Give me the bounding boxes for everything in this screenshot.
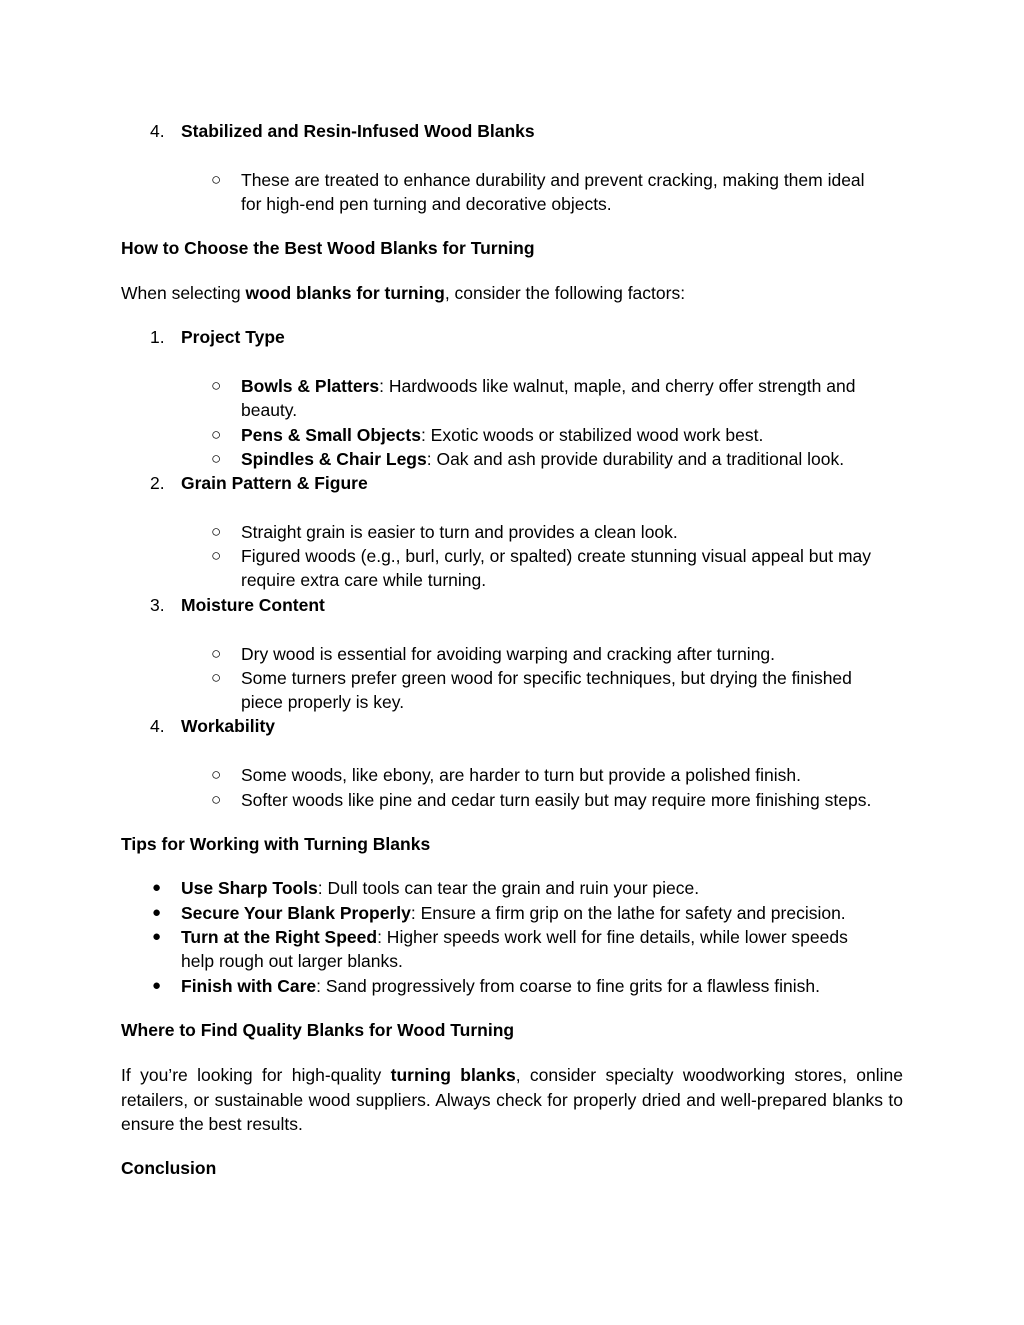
list-number: 3. — [150, 595, 165, 615]
filled-bullet-icon: ● — [152, 977, 162, 994]
bullet-text: : Exotic woods or stabilized wood work best. — [420, 425, 764, 445]
list-item-title: Grain Pattern & Figure — [181, 473, 368, 493]
tip-text: help rough out larger blanks. — [181, 951, 403, 971]
bullet-bold-text: Pens & Small Objects — [241, 425, 421, 445]
bullet-text: These are treated to enhance durability and prevent cracking, making them ideal — [241, 170, 865, 190]
bullet-item — [241, 374, 855, 399]
bullet-text: for high-end pen turning and decorative objects. — [241, 194, 612, 214]
section-heading: Where to Find Quality Blanks for Wood Turning — [121, 1020, 515, 1040]
tip-text: : Higher speeds work well for fine details, while lower speeds — [377, 927, 848, 947]
bullet-text: Figured woods (e.g., burl, curly, or spalted) create stunning visual appeal but may — [241, 546, 871, 566]
bullet-item — [241, 423, 763, 448]
tip-item — [181, 901, 846, 926]
list-item-title: Project Type — [181, 327, 285, 347]
where-paragraph — [121, 1063, 903, 1137]
tip-bold-text: Use Sharp Tools — [181, 878, 318, 898]
bullet-text: Softer woods like pine and cedar turn easily but may require more finishing steps. — [241, 790, 872, 810]
list-number: 4. — [150, 716, 165, 736]
tip-bold-text: Secure Your Blank Properly — [181, 903, 411, 923]
intro-text: When selecting — [121, 283, 246, 303]
section-heading: Conclusion — [121, 1158, 217, 1178]
intro-text: , consider the following factors: — [444, 283, 686, 303]
intro-bold-text: wood blanks for turning — [245, 283, 445, 303]
list-number: 4. — [150, 121, 165, 141]
hollow-bullet-icon: ○ — [211, 376, 222, 395]
hollow-bullet-icon: ○ — [211, 449, 222, 468]
tip-item — [181, 876, 699, 901]
hollow-bullet-icon: ○ — [211, 425, 222, 444]
tip-bold-text: Finish with Care — [181, 976, 317, 996]
section-heading: Tips for Working with Turning Blanks — [121, 834, 431, 854]
list-item-title: Moisture Content — [181, 595, 325, 615]
tip-text: : Dull tools can tear the grain and ruin your piece. — [317, 878, 700, 898]
tip-text: : Sand progressively from coarse to fine grits for a flawless finish. — [316, 976, 820, 996]
list-item-title: Workability — [181, 716, 276, 736]
intro-paragraph — [121, 281, 685, 306]
bullet-bold-text: Bowls & Platters — [241, 376, 380, 396]
tip-item — [181, 974, 820, 999]
filled-bullet-icon: ● — [152, 904, 162, 921]
tip-bold-text: Turn at the Right Speed — [181, 927, 378, 947]
hollow-bullet-icon: ○ — [211, 546, 222, 565]
paragraph-text: , consider specialty woodworking stores, online retailers, or sustainable wood suppliers. Always check for properly dried and well-prepared blanks to ensure the best results. — [121, 1065, 904, 1134]
bullet-text: beauty. — [241, 400, 298, 420]
paragraph-text: If you’re looking for high-quality — [121, 1065, 391, 1085]
section-heading: How to Choose the Best Wood Blanks for Turning — [121, 238, 535, 258]
hollow-bullet-icon: ○ — [211, 668, 222, 687]
tip-item — [181, 925, 848, 950]
list-number: 2. — [150, 473, 165, 493]
bullet-item — [241, 447, 844, 472]
bullet-text: Some woods, like ebony, are harder to turn but provide a polished finish. — [241, 765, 801, 785]
hollow-bullet-icon: ○ — [211, 170, 222, 189]
filled-bullet-icon: ● — [152, 928, 162, 945]
hollow-bullet-icon: ○ — [211, 790, 222, 809]
bullet-text: : Oak and ash provide durability and a traditional look. — [426, 449, 845, 469]
bullet-text: : Hardwoods like walnut, maple, and cherry offer strength and — [379, 376, 856, 396]
list-item-title: Stabilized and Resin-Infused Wood Blanks — [181, 121, 535, 141]
bullet-text: require extra care while turning. — [241, 570, 487, 590]
bullet-text: Some turners prefer green wood for specific techniques, but drying the finished — [241, 668, 852, 688]
bullet-text: piece properly is key. — [241, 692, 405, 712]
tip-text: : Ensure a firm grip on the lathe for safety and precision. — [410, 903, 846, 923]
bullet-bold-text: Spindles & Chair Legs — [241, 449, 427, 469]
bullet-text: Straight grain is easier to turn and provides a clean look. — [241, 522, 678, 542]
filled-bullet-icon: ● — [152, 879, 162, 896]
list-number: 1. — [150, 327, 165, 347]
hollow-bullet-icon: ○ — [211, 765, 222, 784]
hollow-bullet-icon: ○ — [211, 644, 222, 663]
paragraph-bold-text: turning blanks — [390, 1065, 516, 1085]
bullet-text: Dry wood is essential for avoiding warping and cracking after turning. — [241, 644, 776, 664]
hollow-bullet-icon: ○ — [211, 522, 222, 541]
